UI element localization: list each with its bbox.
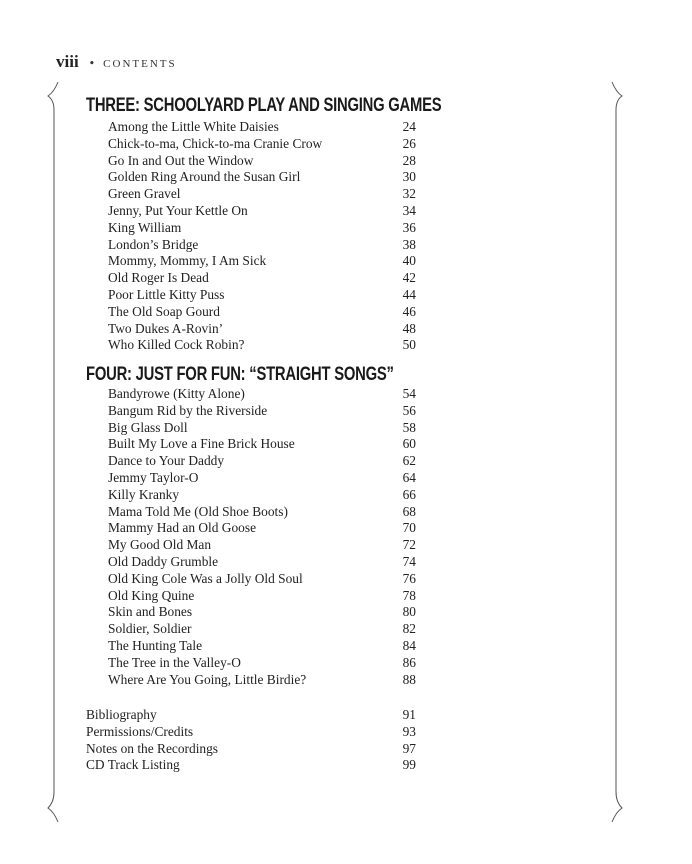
section-heading-four: FOUR: JUST FOR FUN: “STRAIGHT SONGS” <box>86 364 394 385</box>
toc-entry-page-number: 99 <box>402 757 416 773</box>
running-head-title: CONTENTS <box>103 58 177 70</box>
toc-entry[interactable] <box>0 186 692 203</box>
toc-entry-page-number: 34 <box>402 202 416 218</box>
toc-entry[interactable] <box>0 136 692 153</box>
toc-entry-title: Bangum Rid by the Riverside <box>108 402 268 418</box>
toc-entry-title: Old King Quine <box>108 587 195 603</box>
toc-entry-page-number: 84 <box>402 637 416 653</box>
toc-entry-page-number: 68 <box>402 503 416 519</box>
toc-entry-page-number: 66 <box>402 486 416 502</box>
toc-entry[interactable] <box>0 741 692 758</box>
toc-entry-page-number: 24 <box>402 119 416 134</box>
page-number: viii <box>56 52 79 71</box>
toc-entry[interactable] <box>0 554 692 571</box>
toc-entry-title: Who Killed Cock Robin? <box>108 337 245 353</box>
toc-entry-page-number: 50 <box>402 337 416 353</box>
toc-entry[interactable] <box>0 153 692 170</box>
toc-entry-title: The Old Soap Gourd <box>108 303 220 319</box>
toc-entry-title: Built My Love a Fine Brick House <box>108 436 295 452</box>
toc-entry-page-number: 60 <box>402 436 416 452</box>
toc-entry[interactable] <box>0 220 692 237</box>
toc-entry-page-number: 62 <box>402 453 416 469</box>
running-header <box>56 52 177 72</box>
toc-entry[interactable] <box>0 304 692 321</box>
toc-entry-title: The Tree in the Valley-O <box>108 654 241 670</box>
toc-entry-title: Dance to Your Daddy <box>108 453 225 469</box>
toc-entry[interactable] <box>0 253 692 270</box>
toc-entry-title: Green Gravel <box>108 186 181 202</box>
toc-entry-page-number: 88 <box>402 671 416 687</box>
toc-entry-page-number: 58 <box>402 419 416 435</box>
toc-entry-title: Two Dukes A-Rovin’ <box>108 320 224 336</box>
toc-list-section-four <box>0 386 692 688</box>
toc-entry[interactable] <box>0 707 692 724</box>
toc-entry-page-number: 74 <box>402 553 416 569</box>
toc-entry-title: The Hunting Tale <box>108 637 203 653</box>
toc-entry[interactable] <box>0 403 692 420</box>
toc-entry-page-number: 91 <box>402 707 416 722</box>
toc-list-section-three <box>0 119 692 354</box>
toc-entry-title: Jenny, Put Your Kettle On <box>108 202 248 218</box>
toc-entry[interactable] <box>0 621 692 638</box>
toc-entry-page-number: 70 <box>402 520 416 536</box>
toc-entry-title: Notes on the Recordings <box>86 740 219 756</box>
toc-entry-page-number: 93 <box>402 723 416 739</box>
toc-entry-page-number: 40 <box>402 253 416 269</box>
toc-entry-title: Go In and Out the Window <box>108 152 254 168</box>
toc-entry-title: Mommy, Mommy, I Am Sick <box>108 253 267 269</box>
toc-entry-page-number: 42 <box>402 270 416 286</box>
toc-entry[interactable] <box>0 757 692 774</box>
toc-entry[interactable] <box>0 724 692 741</box>
toc-entry-title: CD Track Listing <box>86 757 180 773</box>
toc-entry[interactable] <box>0 571 692 588</box>
toc-entry-page-number: 36 <box>402 219 416 235</box>
toc-entry-title: Old Roger Is Dead <box>108 270 209 286</box>
toc-entry-title: Killy Kranky <box>108 486 180 502</box>
toc-entry-title: London’s Bridge <box>108 236 199 252</box>
toc-entry[interactable] <box>0 537 692 554</box>
toc-entry[interactable] <box>0 655 692 672</box>
toc-entry-title: My Good Old Man <box>108 537 212 553</box>
toc-entry-title: Permissions/Credits <box>86 723 194 739</box>
toc-entry[interactable] <box>0 237 692 254</box>
toc-entry[interactable] <box>0 321 692 338</box>
toc-entry-page-number: 80 <box>402 604 416 620</box>
toc-entry[interactable] <box>0 520 692 537</box>
toc-entry[interactable] <box>0 337 692 354</box>
toc-entry-title: Golden Ring Around the Susan Girl <box>108 169 301 185</box>
toc-entry-page-number: 56 <box>402 402 416 418</box>
toc-entry-page-number: 38 <box>402 236 416 252</box>
toc-entry-page-number: 72 <box>402 537 416 553</box>
section-heading-three: THREE: SCHOOLYARD PLAY AND SINGING GAMES <box>86 95 442 116</box>
toc-entry-page-number: 76 <box>402 570 416 586</box>
toc-entry-title: Chick-to-ma, Chick-to-ma Cranie Crow <box>108 135 323 151</box>
toc-entry-page-number: 86 <box>402 654 416 670</box>
header-bullet: • <box>88 57 96 70</box>
toc-entry[interactable] <box>0 504 692 521</box>
toc-entry[interactable] <box>0 588 692 605</box>
toc-entry[interactable] <box>0 203 692 220</box>
toc-entry-title: Where Are You Going, Little Birdie? <box>108 671 307 687</box>
toc-entry-title: Skin and Bones <box>108 604 193 620</box>
toc-entry[interactable] <box>0 436 692 453</box>
toc-entry-title: Jemmy Taylor-O <box>108 469 199 485</box>
toc-entry-page-number: 54 <box>402 386 416 401</box>
toc-entry-page-number: 44 <box>402 286 416 302</box>
toc-entry-page-number: 48 <box>402 320 416 336</box>
toc-entry-page-number: 64 <box>402 469 416 485</box>
toc-entry[interactable] <box>0 638 692 655</box>
toc-entry[interactable] <box>0 169 692 186</box>
toc-entry-title: Poor Little Kitty Puss <box>108 286 225 302</box>
toc-entry-page-number: 82 <box>402 621 416 637</box>
toc-entry[interactable] <box>0 270 692 287</box>
toc-entry-title: Old King Cole Was a Jolly Old Soul <box>108 570 303 586</box>
toc-entry-title: Mammy Had an Old Goose <box>108 520 257 536</box>
toc-entry[interactable] <box>0 119 692 136</box>
toc-entry-title: Among the Little White Daisies <box>108 119 279 134</box>
toc-entry[interactable] <box>0 470 692 487</box>
toc-entry[interactable] <box>0 672 692 689</box>
toc-entry-page-number: 97 <box>402 740 416 756</box>
toc-entry-title: Soldier, Soldier <box>108 621 192 637</box>
toc-entry-page-number: 28 <box>402 152 416 168</box>
toc-entry-title: King William <box>108 219 182 235</box>
toc-entry-page-number: 30 <box>402 169 416 185</box>
toc-entry[interactable] <box>0 487 692 504</box>
toc-entry-page-number: 26 <box>402 135 416 151</box>
toc-entry[interactable] <box>0 420 692 437</box>
toc-entry-title: Big Glass Doll <box>108 419 188 435</box>
toc-entry-title: Bandyrowe (Kitty Alone) <box>108 386 245 401</box>
toc-list-back-matter <box>0 707 692 774</box>
toc-entry[interactable] <box>0 287 692 304</box>
toc-entry-title: Bibliography <box>86 707 157 722</box>
toc-entry-title: Old Daddy Grumble <box>108 553 219 569</box>
toc-entry[interactable] <box>0 386 692 403</box>
toc-entry-title: Mama Told Me (Old Shoe Boots) <box>108 503 288 519</box>
toc-entry[interactable] <box>0 604 692 621</box>
toc-entry-page-number: 78 <box>402 587 416 603</box>
toc-entry[interactable] <box>0 453 692 470</box>
toc-entry-page-number: 46 <box>402 303 416 319</box>
toc-entry-page-number: 32 <box>402 186 416 202</box>
